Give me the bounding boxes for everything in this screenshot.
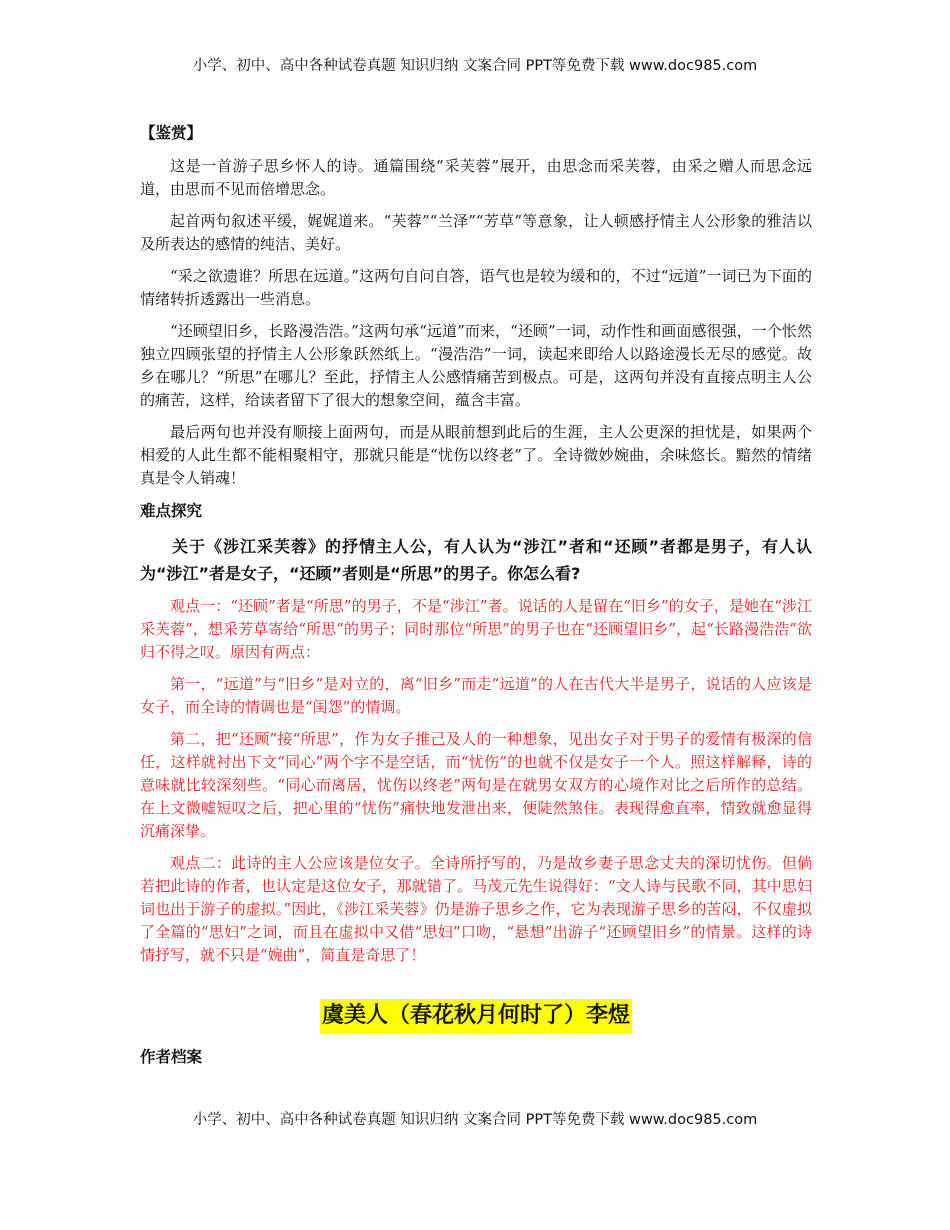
appreciation-paragraph: 起首两句叙述平缓，娓娓道来。“芙蓉”“兰泽”“芳草”等意象，让人顿感抒情主人公形象的雅洁以及所表达的感情的纯洁、美好。 (140, 212, 812, 253)
next-poem-title: 虞美人（春花秋月何时了）李煜 (320, 999, 632, 1033)
difficulty-heading: 难点探究 (140, 502, 203, 520)
document-body (140, 121, 812, 1079)
appreciation-paragraph: 这是一首游子思乡怀人的诗。通篇围绕“采芙蓉”展开，由思念而采芙蓉，由采之赠人而思念远道，由思而不见而倍增思念。 (140, 157, 812, 198)
answer-paragraph: 观点二：此诗的主人公应该是位女子。全诗所抒写的，乃是故乡妻子思念丈夫的深切忧伤。但倘若把此诗的作者，也认定是这位女子，那就错了。马茂元先生说得好：“文人诗与民歌不同，其中思妇词也出于游子的虚拟。”因此，《涉江采芙蓉》仍是游子思乡之作，它为表现游子思乡的苦闷，不仅虚拟了全篇的“思妇”之词，而且在虚拟中又借“思妇”口吻，“悬想”出游子“还顾望旧乡”的情景。这样的诗情抒写，就不只是“婉曲”，简直是奇思了！ (140, 854, 812, 964)
answer-paragraph: 第二，把“还顾”接“所思”，作为女子推己及人的一种想象，见出女子对于男子的爱情有极深的信任，这样就衬出下文“同心”两个字不是空话，而“忧伤”的也就不仅是女子一个人。照这样解释，诗的意味就比较深刻些。“同心而离居，忧伤以终老”两句是在就男女双方的心境作对比之后所作的总结。在上文微嘘短叹之后，把心里的“忧伤”痛快地发泄出来，便陡然煞住。表现得愈直率，情致就愈显得沉痛深挚。 (140, 730, 812, 840)
next-poem-title-wrap (140, 999, 812, 1033)
author-profile-heading: 作者档案 (140, 1048, 203, 1066)
page-footer: 小学、初中、高中各种试卷真题 知识归纳 文案合同 PPT等免费下载 www.doc985.com (192, 1112, 758, 1128)
page-header: 小学、初中、高中各种试卷真题 知识归纳 文案合同 PPT等免费下载 www.doc985.com (192, 58, 758, 74)
appreciation-heading: 【鉴赏】 (140, 124, 203, 142)
appreciation-paragraph: “采之欲遗谁？所思在远道。”这两句自问自答，语气也是较为缓和的，不过“远道”一词已为下面的情绪转折透露出一些消息。 (140, 267, 812, 308)
answer-paragraph: 第一，“远道”与“旧乡”是对立的，离“旧乡”而走“远道”的人在古代大半是男子，说话的人应该是女子，而全诗的情调也是“闺怨”的情调。 (140, 675, 812, 716)
answer-paragraph: 观点一：“还顾”者是“所思”的男子，不是“涉江”者。说话的人是留在“旧乡”的女子，是她在“涉江采芙蓉”，想采芳草寄给“所思”的男子；同时那位“所思”的男子也在“还顾望旧乡”，起“长路漫浩浩”欲归不得之叹。原因有两点： (140, 597, 812, 661)
appreciation-paragraph: “还顾望旧乡，长路漫浩浩。”这两句承“远道”而来，“还顾”一词，动作性和画面感很强，一个怅然独立四顾张望的抒情主人公形象跃然纸上。“漫浩浩”一词，读起来即给人以路途漫长无尽的感觉。故乡在哪儿？“所思”在哪儿？至此，抒情主人公感情痛苦到极点。可是，这两句并没有直接点明主人公的痛苦，这样，给读者留下了很大的想象空间，蕴含丰富。 (140, 322, 812, 409)
appreciation-paragraph: 最后两句也并没有顺接上面两句，而是从眼前想到此后的生涯，主人公更深的担忧是，如果两个相爱的人此生都不能相聚相守，那就只能是“忧伤以终老”了。全诗微妙婉曲，余味悠长。黯然的情绪真是令人销魂！ (140, 423, 812, 487)
difficulty-question: 关于《涉江采芙蓉》的抒情主人公，有人认为“涉江”者和“还顾”者都是男子，有人认为“涉江”者是女子，“还顾”者则是“所思”的男子。你怎么看? (140, 537, 812, 583)
